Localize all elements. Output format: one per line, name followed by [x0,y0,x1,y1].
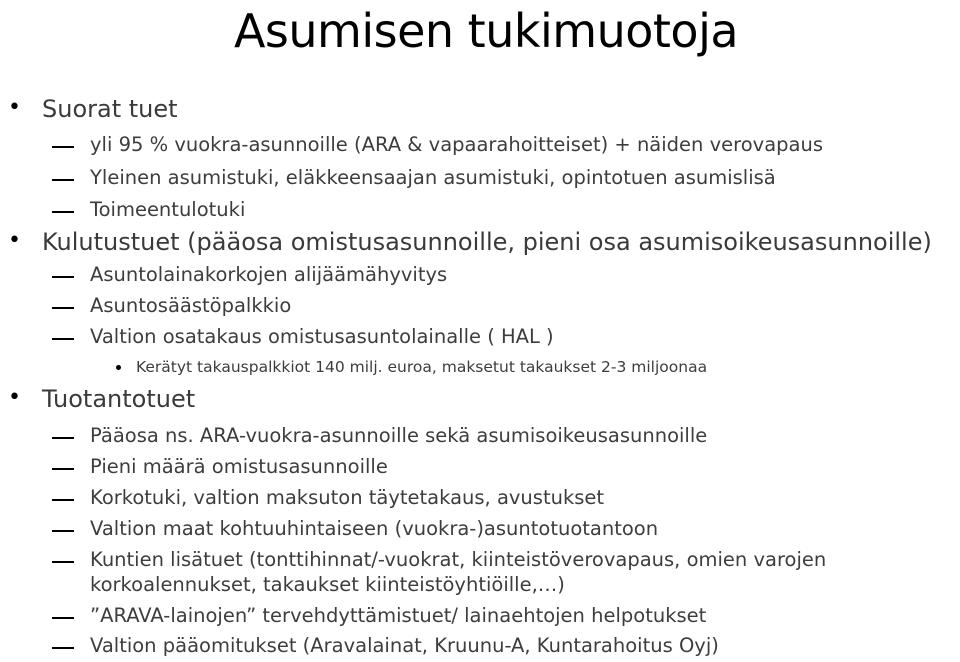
bullet-marker: • [8,228,21,253]
dash-marker [52,530,74,532]
dash-item [90,200,245,220]
dash-marker [52,179,74,181]
dash-marker [52,437,74,439]
dash-marker [52,468,74,470]
dash-item [90,550,826,570]
dash-item [90,488,604,508]
bullet-text: Kulutustuet (pääosa omistusasunnoille, pieni osa asumisoikeusasunnoille) [42,228,932,256]
dash-item [90,135,823,155]
dash-item-text: Pääosa ns. ARA-vuokra-asunnoille sekä asumisoikeusasunnoille [90,424,708,447]
dash-item-text: Kuntien lisätuet (tonttihinnat/-vuokrat, kiinteistöverovapaus, omien varojen [90,548,827,571]
dash-item [90,457,388,477]
dash-item-text: Valtion maat kohtuuhintaiseen (vuokra-)asuntotuotantoon [90,517,659,540]
bullet-kulutustuet [8,228,932,256]
sub-bullet-marker [116,365,121,370]
dash-item-text: Pieni määrä omistusasunnoille [90,455,388,478]
dash-item-text: Yleinen asumistuki, eläkkeensaajan asumistuki, opintotuen asumislisä [90,166,776,189]
dash-marker [52,561,74,563]
dash-item-text: Asuntolainakorkojen alijäämähyvitys [90,263,448,286]
dash-marker [52,338,74,340]
bullet-suorat-tuet [8,95,178,123]
dash-item [90,606,706,626]
sub-bullet-text: Kerätyt takauspalkkiot 140 milj. euroa, maksetut takaukset 2-3 miljoonaa [136,358,708,376]
dash-item-text: Asuntosäästöpalkkio [90,294,292,317]
dash-marker [52,647,74,649]
dash-item-text: yli 95 % vuokra-asunnoille (ARA & vapaarahoitteiset) + näiden verovapaus [90,133,823,156]
dash-item [90,636,719,656]
dash-marker [52,499,74,501]
bullet-text: Suorat tuet [42,95,178,123]
dash-item-text: Korkotuki, valtion maksuton täytetakaus, avustukset [90,486,605,509]
dash-item-text: Valtion pääomitukset (Aravalainat, Kruunu-A, Kuntarahoitus Oyj) [90,634,719,657]
dash-item [90,426,707,446]
dash-item-text: Valtion osatakaus omistusasuntolainalle ( HAL ) [90,325,554,348]
dash-item-text: ”ARAVA-lainojen” tervehdyttämistuet/ lainaehtojen helpotukset [90,604,707,627]
dash-marker [52,276,74,278]
bullet-marker: • [8,95,21,120]
bullet-text: Tuotantotuet [42,385,196,413]
dash-marker [52,211,74,213]
dash-marker [52,617,74,619]
dash-item-continuation: korkoalennukset, takaukset kiinteistöyhtiöille,…) [90,573,565,596]
dash-item [90,519,658,539]
slide-title: Asumisen tukimuotoja [233,4,739,58]
dash-item [90,296,291,316]
dash-item [90,168,776,188]
bullet-marker: • [8,385,21,410]
dash-marker [52,146,74,148]
dash-item [90,265,447,285]
dash-marker [52,307,74,309]
dash-item-text: Toimeentulotuki [90,198,246,221]
sub-bullet-item [136,360,707,376]
bullet-tuotantotuet [8,385,196,413]
dash-item [90,327,554,347]
